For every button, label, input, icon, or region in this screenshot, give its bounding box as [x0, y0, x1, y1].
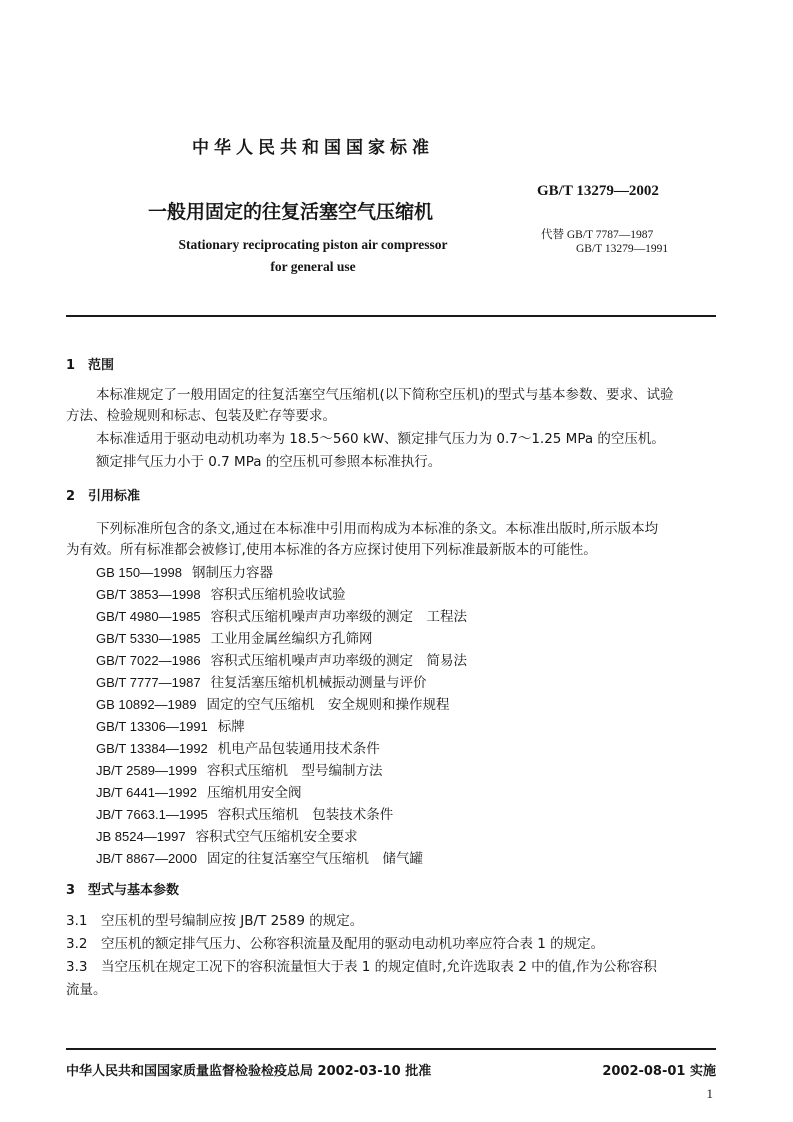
section-2-heading: 2 引用标准: [66, 489, 141, 504]
ref-item: [96, 583, 346, 603]
clause-3-3-line2: 流量。: [66, 982, 107, 998]
ref-title: 容积式压缩机噪声声功率级的测定 简易法: [210, 653, 468, 669]
ref-item: [96, 759, 382, 779]
ref-code: GB/T 7022—1986: [96, 653, 201, 668]
ref-title: 往复活塞压缩机机械振动测量与评价: [210, 675, 427, 691]
section-1-para3: 额定排气压力小于 0.7 MPa 的空压机可参照本标准执行。: [96, 454, 442, 470]
ref-code: GB/T 13306—1991: [96, 719, 208, 734]
standard-title-en-line2: for general use: [270, 259, 356, 274]
ref-title: 工业用金属丝编织方孔筛网: [210, 631, 373, 647]
ref-code: JB/T 8867—2000: [96, 851, 197, 866]
ref-item: [96, 781, 301, 801]
ref-title: 钢制压力容器: [192, 565, 274, 581]
ref-title: 容积式压缩机 型号编制方法: [206, 763, 383, 779]
section-1-heading: 1 范围: [66, 358, 115, 373]
ref-code: GB/T 5330—1985: [96, 631, 201, 646]
ref-item: [96, 693, 449, 713]
ref-code: GB/T 7777—1987: [96, 675, 201, 690]
ref-item: [96, 671, 427, 691]
ref-code: GB/T 4980—1985: [96, 609, 201, 624]
standard-number: GB/T 13279—2002: [537, 183, 659, 199]
ref-title: 标牌: [217, 719, 245, 735]
ref-code: JB 8524—1997: [96, 829, 186, 844]
replaces-label: 代替: [541, 227, 564, 241]
ref-title: 固定的往复活塞空气压缩机 储气罐: [206, 851, 423, 867]
approval-statement: 中华人民共和国国家质量监督检验检疫总局 2002-03-10 批准: [66, 1064, 432, 1079]
section-1-para1-line1: 本标准规定了一般用固定的往复活塞空气压缩机(以下简称空压机)的型式与基本参数、要求、试验: [96, 387, 674, 403]
ref-item: [96, 825, 358, 845]
footer-divider: [66, 1048, 716, 1050]
section-2-intro-line1: 下列标准所包含的条文,通过在本标准中引用而构成为本标准的条文。本标准出版时,所示版本均: [96, 521, 659, 537]
ref-item: [96, 803, 393, 823]
ref-title: 机电产品包装通用技术条件: [217, 741, 380, 757]
ref-item: [96, 715, 245, 735]
section-1-para1-line2: 方法、检验规则和标志、包装及贮存等要求。: [66, 408, 336, 424]
ref-code: JB/T 2589—1999: [96, 763, 197, 778]
clause-3-2: 3.2 空压机的额定排气压力、公称容积流量及配用的驱动电动机功率应符合表 1 的规定。: [66, 936, 605, 952]
ref-code: JB/T 7663.1—1995: [96, 807, 208, 822]
country-standard-title: 中华人民共和国国家标准: [192, 138, 434, 158]
ref-item: [96, 737, 380, 757]
ref-title: 容积式压缩机 包装技术条件: [217, 807, 394, 823]
ref-item: [96, 649, 467, 669]
page-number: 1: [706, 1086, 713, 1101]
section-2-intro-line2: 为有效。所有标准都会被修订,使用本标准的各方应探讨使用下列标准最新版本的可能性。: [66, 542, 597, 558]
ref-title: 压缩机用安全阀: [206, 785, 302, 801]
ref-title: 容积式压缩机验收试验: [210, 587, 346, 603]
ref-item: [96, 561, 273, 581]
ref-title: 固定的空气压缩机 安全规则和操作规程: [206, 697, 450, 713]
header-divider: [66, 315, 716, 317]
section-1-para2: 本标准适用于驱动电动机功率为 18.5～560 kW、额定排气压力为 0.7～1.25 MPa 的空压机。: [96, 431, 665, 447]
ref-title: 容积式空气压缩机安全要求: [195, 829, 358, 845]
section-3-heading: 3 型式与基本参数: [66, 883, 180, 898]
ref-item: [96, 605, 467, 625]
ref-code: GB 10892—1989: [96, 697, 197, 712]
standard-title-en-line1: Stationary reciprocating piston air compressor: [178, 237, 448, 252]
ref-code: GB/T 3853—1998: [96, 587, 201, 602]
ref-item: [96, 627, 373, 647]
ref-code: GB/T 13384—1992: [96, 741, 208, 756]
replaces-standard-2: GB/T 13279—1991: [576, 243, 669, 255]
ref-title: 容积式压缩机噪声声功率级的测定 工程法: [210, 609, 468, 625]
ref-code: JB/T 6441—1992: [96, 785, 197, 800]
clause-3-1: 3.1 空压机的型号编制应按 JB/T 2589 的规定。: [66, 913, 364, 929]
clause-3-3-line1: 3.3 当空压机在规定工况下的容积流量恒大于表 1 的规定值时,允许选取表 2 中的值,作为公称容积: [66, 959, 657, 975]
implementation-date: 2002-08-01 实施: [602, 1064, 716, 1079]
standard-title-cn: 一般用固定的往复活塞空气压缩机: [148, 201, 434, 223]
ref-code: GB 150—1998: [96, 565, 183, 580]
replaces-standard-1: GB/T 7787—1987: [566, 229, 654, 241]
ref-item: [96, 847, 423, 867]
